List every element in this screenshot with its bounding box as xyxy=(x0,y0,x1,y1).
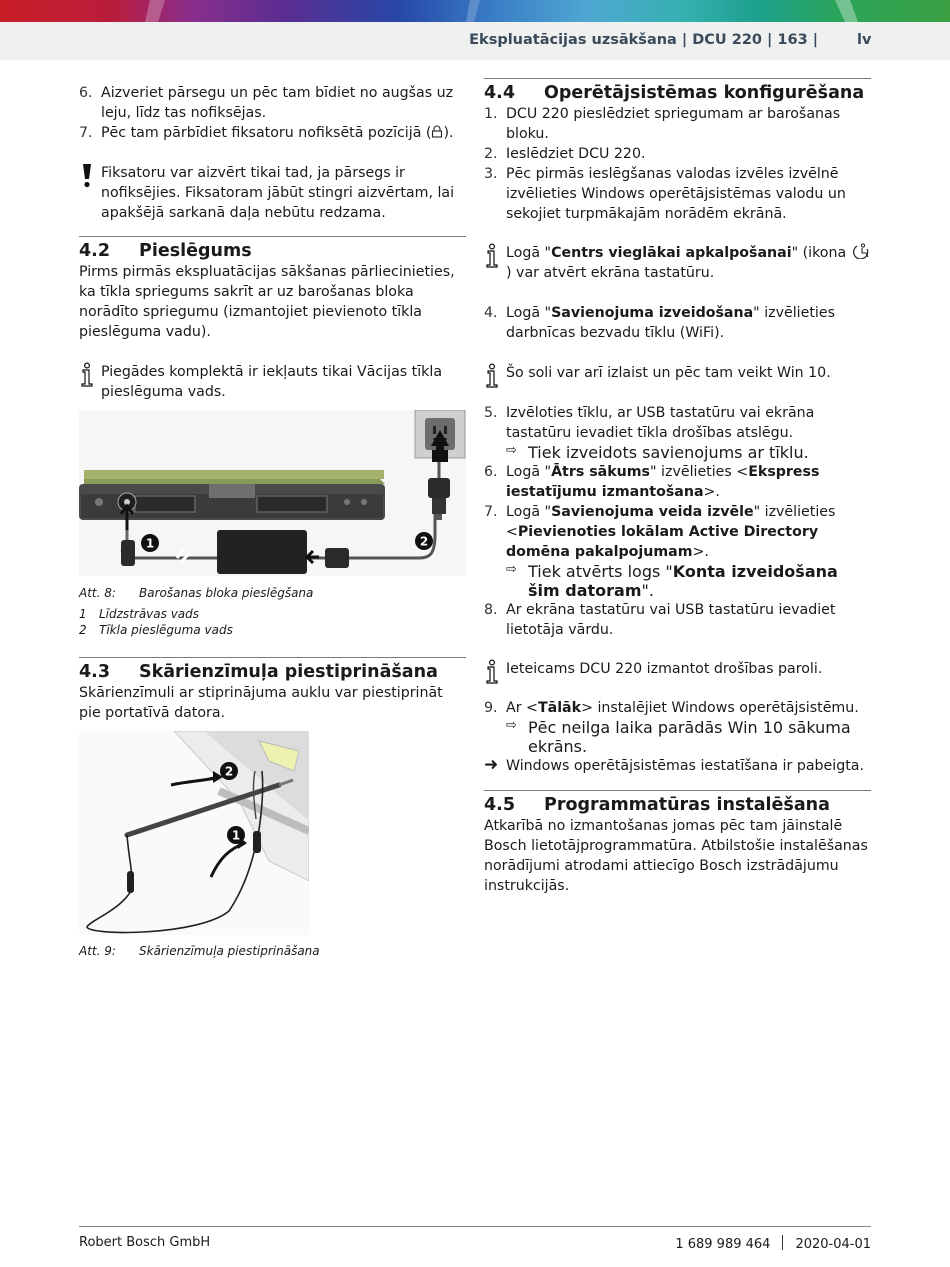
section-title: Programmatūras instalēšana xyxy=(544,795,830,815)
step-text: Ar ekrāna tastatūru vai USB tastatūru ievadiet lietotāja vārdu. xyxy=(506,602,836,638)
step-text-end: ). xyxy=(443,125,454,141)
info-icon xyxy=(484,243,500,269)
info-note xyxy=(484,659,871,679)
step-text: " izvēlieties < xyxy=(650,464,749,480)
step-text: Logā " xyxy=(506,305,552,321)
section-text: Skārienzīmuli ar stiprinājuma auklu var piestiprināt pie portatīvā datora. xyxy=(79,685,443,721)
left-column xyxy=(79,78,466,959)
info-icon xyxy=(79,362,95,388)
step-item xyxy=(79,123,466,143)
right-arrow-icon: ➜ xyxy=(484,755,499,775)
info-icon xyxy=(484,363,500,389)
section-title: Operētājsistēmas konfigurēšana xyxy=(544,83,865,103)
step-result-text: Pēc neilga laika parādās Win 10 sākuma ekrāns. xyxy=(528,718,851,756)
lock-icon xyxy=(431,125,443,138)
step-number: 2. xyxy=(484,146,498,162)
step-text: > instalējiet Windows operētājsistēmu. xyxy=(581,700,859,716)
legend-item xyxy=(79,622,466,638)
figure-caption-text: Barošanas bloka pieslēgšana xyxy=(139,586,314,600)
info-text: Šo soli var arī izlaist un pēc tam veikt Win 10. xyxy=(506,365,831,381)
warning-text: Fiksatoru var aizvērt tikai tad, ja pārsegs ir nofiksējies. Fiksatoram jābūt stingri aizvērtam, lai apakšējā sarkanā daļa nebūtu redzama. xyxy=(101,165,455,221)
info-text: Logā " xyxy=(506,245,552,261)
brand-color-bar xyxy=(0,0,950,22)
step-number: 6. xyxy=(79,85,93,101)
legend-number: 2 xyxy=(79,623,87,637)
step-item xyxy=(484,462,871,502)
info-text: Piegādes komplektā ir iekļauts tikai Vācijas tīkla pieslēguma vads. xyxy=(101,364,443,400)
section-heading-4-5 xyxy=(484,790,871,816)
hollow-arrow-icon: ⇨ xyxy=(506,443,517,458)
svg-text:2: 2 xyxy=(224,764,234,779)
step-item xyxy=(484,600,871,640)
hollow-arrow-icon: ⇨ xyxy=(506,718,517,733)
step-item xyxy=(484,303,871,343)
warning-note xyxy=(79,163,466,223)
info-note xyxy=(79,362,466,402)
step-text: Ar < xyxy=(506,700,538,716)
step-text: >. xyxy=(703,484,720,500)
step-text: DCU 220 pieslēdziet spriegumam ar barošanas bloku. xyxy=(506,106,841,142)
svg-text:1: 1 xyxy=(231,828,241,843)
section-text: Pirms pirmās ekspluatācijas sākšanas pārliecinieties, ka tīkla spriegums sakrīt ar uz barošanas bloka norādīto spriegumu (izmantojiet pievienoto tīkla pieslēguma vadu). xyxy=(79,264,455,340)
step-item xyxy=(484,698,871,718)
footer-docnum: 1 689 989 464 xyxy=(675,1237,771,1252)
step-text-bold: Savienojuma izveidošana xyxy=(551,305,754,321)
step-number: 5. xyxy=(484,405,498,421)
page-footer xyxy=(79,1226,871,1267)
section-title: Pieslēgums xyxy=(139,241,252,261)
footer-date: 2020-04-01 xyxy=(795,1237,871,1252)
step-item xyxy=(484,144,871,164)
step-number: 1. xyxy=(484,106,498,122)
exclamation-icon xyxy=(79,163,95,189)
step-result-text-bold: Konta izveidošana šim datoram xyxy=(528,562,838,600)
section-title: Skārienzīmuļa piestiprināšana xyxy=(139,662,438,682)
right-column xyxy=(484,78,871,896)
step-number: 6. xyxy=(484,464,498,480)
figure-caption xyxy=(79,943,466,959)
figure-legend xyxy=(79,606,466,638)
step-text-bold: Ātrs sākums xyxy=(551,464,651,480)
info-icon xyxy=(484,659,500,685)
step-result xyxy=(484,718,871,756)
step-text: >. xyxy=(692,544,709,560)
step-text: Ieslēdziet DCU 220. xyxy=(506,146,646,162)
info-text: ) var atvērt ekrāna tastatūru. xyxy=(506,265,715,281)
step-text: Izvēloties tīklu, ar USB tastatūru vai ekrāna tastatūru ievadiet tīkla drošības atslēgu. xyxy=(506,405,815,441)
step-text: Logā " xyxy=(506,464,552,480)
footer-separator xyxy=(782,1235,783,1250)
final-result xyxy=(484,756,871,776)
section-number: 4.3 xyxy=(79,662,111,682)
step-number: 7. xyxy=(79,125,93,141)
section-text: Atkarībā no izmantošanas jomas pēc tam jāinstalē Bosch lietotājprogrammatūra. Atbilstošie instalēšanas norādījumi atrodami attiecīgo Bosch izstrādājumu instrukcijās. xyxy=(484,818,868,894)
figure-number: Att. 9: xyxy=(79,944,116,958)
step-text-bold: Tālāk xyxy=(537,700,582,716)
section-number: 4.2 xyxy=(79,241,111,261)
section-heading-4-2 xyxy=(79,236,466,262)
section-number: 4.5 xyxy=(484,795,516,815)
step-text: Pēc tam pārbīdiet fiksatoru nofiksētā pozīcijā ( xyxy=(101,125,432,141)
page-header xyxy=(0,22,950,60)
step-result-text: Tiek atvērts logs " xyxy=(528,562,673,581)
section-heading-4-4 xyxy=(484,78,871,104)
legend-text: Tīkla pieslēguma vads xyxy=(99,623,233,637)
step-text-bold: Pievienoties lokālam Active Directory domēna pakalpojumam xyxy=(506,524,819,560)
step-number: 8. xyxy=(484,602,498,618)
legend-item xyxy=(79,606,466,622)
section-number: 4.4 xyxy=(484,83,516,103)
step-text-bold: Savienojuma veida izvēle xyxy=(551,504,754,520)
footer-company: Robert Bosch GmbH xyxy=(79,1235,211,1250)
step-number: 9. xyxy=(484,700,498,716)
header-language: lv xyxy=(857,32,872,48)
step-item xyxy=(484,502,871,562)
step-result-text: ". xyxy=(641,581,654,600)
svg-text:2: 2 xyxy=(419,534,429,549)
footer-right xyxy=(675,1235,871,1252)
info-note xyxy=(484,243,871,283)
stylus-attachment-figure xyxy=(79,731,309,935)
header-title: Ekspluatācijas uzsākšana | DCU 220 | 163 | xyxy=(469,32,818,48)
step-item xyxy=(79,83,466,123)
step-text: " izvēlieties darbnīcas bezvadu tīklu (WiFi). xyxy=(506,305,835,341)
step-text: Aizveriet pārsegu un pēc tam bīdiet no augšas uz leju, līdz tas nofiksējas. xyxy=(101,85,454,121)
final-result-text: Windows operētājsistēmas iestatīšana ir pabeigta. xyxy=(506,758,864,774)
power-connection-figure xyxy=(79,410,466,576)
step-number: 3. xyxy=(484,166,498,182)
figure-number: Att. 8: xyxy=(79,586,116,600)
step-number: 7. xyxy=(484,504,498,520)
step-text: " izvēlieties < xyxy=(506,504,836,540)
info-note xyxy=(484,363,871,383)
info-text: " (ikona xyxy=(791,245,851,261)
hollow-arrow-icon: ⇨ xyxy=(506,562,517,577)
step-result-text: Tiek izveidots savienojums ar tīklu. xyxy=(528,443,809,462)
step-text: Logā " xyxy=(506,504,552,520)
step-text: Pēc pirmās ieslēgšanas valodas izvēles izvēlnē izvēlieties Windows operētājsistēmas valodu un sekojiet turpmākajām norādēm ekrānā. xyxy=(506,166,846,222)
step-result xyxy=(484,443,871,462)
legend-text: Līdzstrāvas vads xyxy=(99,607,200,621)
legend-number: 1 xyxy=(79,607,87,621)
step-result xyxy=(484,562,871,600)
figure-caption xyxy=(79,585,466,601)
step-item xyxy=(484,164,871,224)
info-text: Ieteicams DCU 220 izmantot drošības paroli. xyxy=(506,661,823,677)
step-number: 4. xyxy=(484,305,498,321)
svg-text:1: 1 xyxy=(145,536,155,551)
accessibility-icon xyxy=(851,243,871,259)
section-heading-4-3 xyxy=(79,657,466,683)
info-text-bold: Centrs vieglākai apkalpošanai xyxy=(551,245,792,261)
step-text-bold: Ekspress iestatījumu izmantošana xyxy=(506,464,820,500)
step-item xyxy=(484,104,871,144)
figure-caption-text: Skārienzīmuļa piestiprināšana xyxy=(139,944,320,958)
step-item xyxy=(484,403,871,443)
